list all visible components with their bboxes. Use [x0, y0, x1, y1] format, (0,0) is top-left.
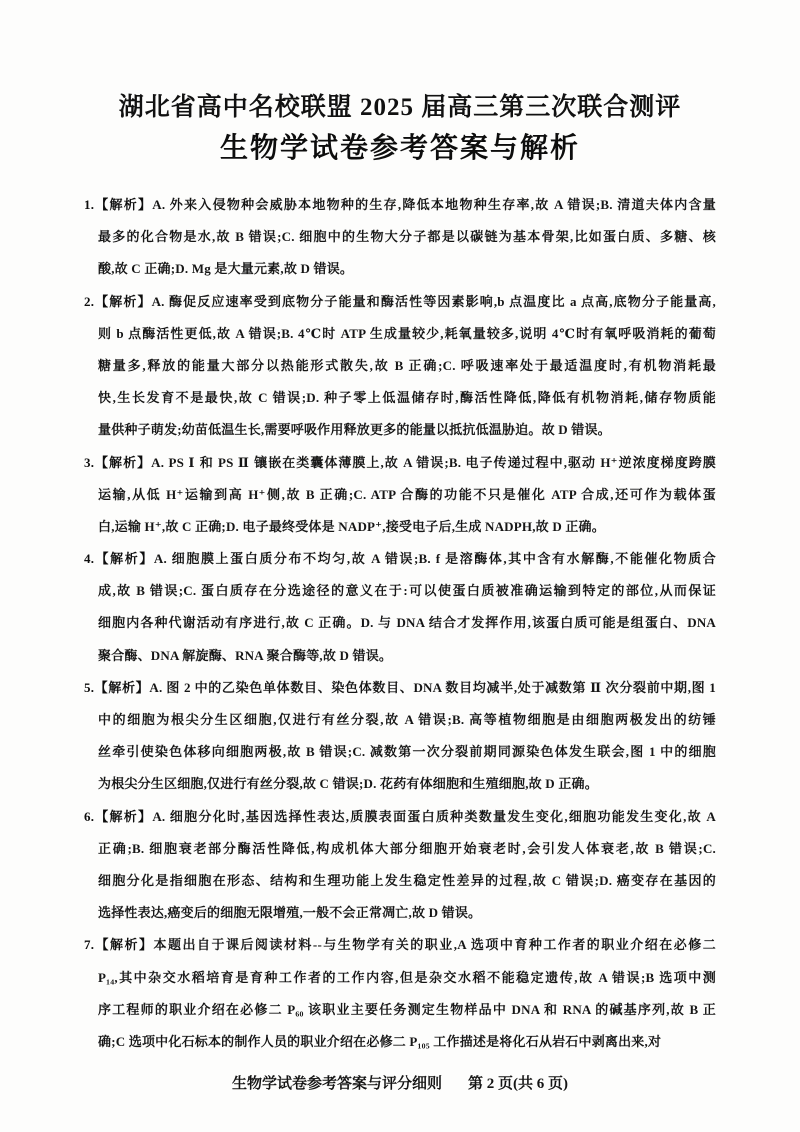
item-number: 5.: [84, 679, 95, 695]
item-number: 6.: [84, 808, 95, 824]
text-line: 丝牵引使染色体移向细胞两极,故 B 错误;C. 减数第一次分裂前期同源染色体发生联会,图 1 中的细胞: [98, 744, 716, 760]
text-line: P₁₄,其中杂交水稻培育是育种工作者的工作内容,但是杂交水稻不能稳定遗传,故 A 错误;B 选项中测: [98, 969, 716, 985]
answer-item-1: [84, 189, 716, 286]
text-line: 7.【解析】本题出自于课后阅读材料--与生物学有关的职业,A 选项中育种工作者的职业介绍在必修二: [84, 937, 716, 953]
text-line: 细胞内各种代谢活动有序进行,故 C 正确。D. 与 DNA 结合才发挥作用,该蛋白质可能是组蛋白、DNA: [98, 615, 716, 631]
text-line: 白,运输 H⁺,故 C 正确;D. 电子最终受体是 NADP⁺,接受电子后,生成 NADPH,故 D 正确。: [98, 518, 605, 534]
analysis-label: 【解析】: [94, 679, 150, 695]
text-line: 6.【解析】A. 细胞分化时,基因选择性表达,质膜表面蛋白质种类数量发生变化,细胞功能发生变化,故 A: [84, 808, 716, 824]
text-line: 运输,从低 H⁺运输到高 H⁺侧,故 B 正确;C. ATP 合酶的功能不只是催化 ATP 合成,还可作为载体蛋: [98, 486, 716, 502]
text-line: 成,故 B 错误;C. 蛋白质存在分选途径的意义在于:可以使蛋白质被准确运输到特定的部位,从而保证: [98, 583, 716, 599]
text-line: 确;C 选项中化石标本的制作人员的职业介绍在必修二 P₁₀₅ 工作描述是将化石从岩石中剥离出来,对: [98, 1033, 662, 1049]
answer-item-5: [84, 672, 716, 801]
text-line: 5.【解析】A. 图 2 中的乙染色单体数目、染色体数目、DNA 数目均减半,处于减数第 Ⅱ 次分裂前中期,图 1: [84, 679, 716, 695]
text-line: 聚合酶、DNA 解旋酶、RNA 聚合酶等,故 D 错误。: [98, 647, 393, 663]
text-line: 快,生长发育不是最快,故 C 错误;D. 种子零上低温储存时,酶活性降低,降低有机物消耗,储存物质能: [98, 390, 716, 406]
analysis-label: 【解析】: [94, 551, 154, 567]
analysis-label: 【解析】: [94, 808, 153, 824]
answer-item-7: [84, 929, 716, 1058]
page-footer: [0, 1072, 800, 1096]
answer-item-3: [84, 447, 716, 544]
answer-item-6: [84, 801, 716, 930]
text-line: 2.【解析】A. 酶促反应速率受到底物分子能量和酶活性等因素影响,b 点温度比 a 点高,底物分子能量高,: [84, 293, 716, 309]
analysis-label: 【解析】: [94, 454, 152, 470]
text-line: 中的细胞为根尖分生区细胞,仅进行有丝分裂,故 A 错误;B. 高等植物细胞是由细胞两极发出的纺锤: [98, 712, 716, 727]
analysis-label: 【解析】: [94, 197, 153, 212]
document-header: [0, 92, 800, 165]
text-line: 量供种子萌发;幼苗低温生长,需要呼吸作用释放更多的能量以抵抗低温胁迫。故 D 错误。: [98, 422, 611, 438]
text-line: 序工程师的职业介绍在必修二 P₆₀ 该职业主要任务测定生物样品中 DNA 和 RNA 的碱基序列,故 B 正: [98, 1001, 716, 1017]
text-line: 酸,故 C 正确;D. Mg 是大量元素,故 D 错误。: [98, 261, 354, 277]
item-number: 1.: [84, 197, 95, 212]
doc-subtitle: 生物学试卷参考答案与解析: [219, 132, 580, 163]
item-number: 7.: [84, 937, 95, 953]
analysis-label: 【解析】: [94, 293, 152, 309]
text-line: 选择性表达,癌变后的细胞无限增殖,一般不会正常凋亡,故 D 错误。: [98, 905, 482, 921]
analysis-label: 【解析】: [94, 937, 154, 953]
answer-item-2: [84, 286, 716, 447]
text-line: 4.【解析】A. 细胞膜上蛋白质分布不均匀,故 A 错误;B. f 是溶酶体,其中含有水解酶,不能催化物质合: [84, 551, 716, 567]
footer-doc-name: 生物学试卷参考答案与评分细则: [231, 1076, 442, 1092]
text-line: 为根尖分生区细胞,仅进行有丝分裂,故 C 错误;D. 花药有体细胞和生殖细胞,故 D 正确。: [98, 776, 598, 792]
text-line: 3.【解析】A. PS Ⅰ 和 PS Ⅱ 镶嵌在类囊体薄膜上,故 A 错误;B. 电子传递过程中,驱动 H⁺逆浓度梯度跨膜: [84, 454, 716, 470]
item-number: 4.: [84, 551, 95, 567]
doc-title: 湖北省高中名校联盟 2025 届高三第三次联合测评: [118, 94, 682, 121]
text-line: 则 b 点酶活性更低,故 A 错误;B. 4℃时 ATP 生成量较少,耗氧量较多,说明 4℃时有氧呼吸消耗的葡萄: [98, 325, 716, 341]
text-line: 1.【解析】A. 外来入侵物种会威胁本地物种的生存,降低本地物种生存率,故 A 错误;B. 清道夫体内含量: [84, 197, 716, 212]
item-number: 2.: [84, 293, 95, 309]
answer-item-4: [84, 543, 716, 672]
answer-explanations: [84, 189, 716, 1058]
footer-page-number: 第 2 页(共 6 页): [468, 1076, 568, 1092]
text-line: 糖量多,释放的能量大部分以热能形式散失,故 B 正确;C. 呼吸速率处于最适温度时,有机物消耗最: [98, 357, 716, 373]
text-line: 正确;B. 细胞衰老部分酶活性降低,构成机体大部分细胞开始衰老时,会引发人体衰老,故 B 错误;C.: [98, 840, 716, 856]
item-number: 3.: [84, 454, 95, 470]
text-line: 最多的化合物是水,故 B 错误;C. 细胞中的生物大分子都是以碳链为基本骨架,比如蛋白质、多糖、核: [98, 229, 716, 245]
text-line: 细胞分化是指细胞在形态、结构和生理功能上发生稳定性差异的过程,故 C 错误;D. 癌变存在基因的: [98, 872, 716, 888]
